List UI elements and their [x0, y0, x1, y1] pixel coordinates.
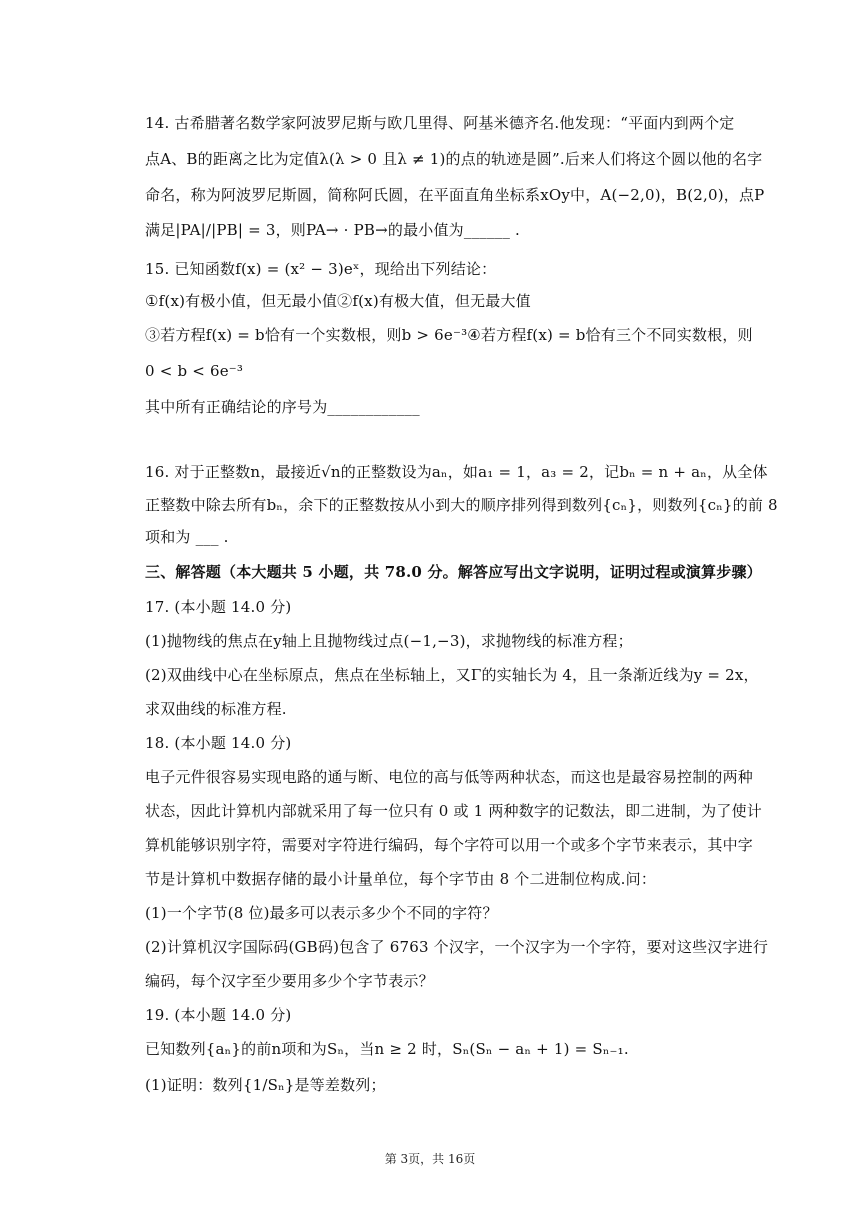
q18-body-1: 电子元件很容易实现电路的通与断、电位的高与低等两种状态，而这也是最容易控制的两种: [145, 768, 754, 786]
q17-header: 17. (本小题 14.0 分): [145, 598, 292, 616]
q17-part-1: (1)抛物线的焦点在y轴上且抛物线过点(−1,−3)，求抛物线的标准方程；: [145, 632, 633, 650]
q18-body-4: 节是计算机中数据存储的最小计量单位，每个字节由 8 个二进制位构成.问：: [145, 870, 657, 888]
q18-part-1: (1)一个字节(8 位)最多可以表示多少个不同的字符？: [145, 904, 498, 922]
q16-line-1: 16. 对于正整数n，最接近√n的正整数设为aₙ，如a₁ = 1，a₃ = 2，记bₙ = n + aₙ，从全体: [145, 463, 768, 481]
q19-header: 19. (本小题 14.0 分): [145, 1006, 292, 1024]
q15-line-5: 其中所有正确结论的序号为____________: [145, 398, 420, 416]
q15-line-4: 0 < b < 6e⁻³: [145, 362, 244, 380]
q15-line-3: ③若方程f(x) = b恰有一个实数根，则b > 6e⁻³④若方程f(x) = b恰有三个不同实数根，则: [145, 326, 753, 344]
q17-part-2-cont: 求双曲线的标准方程.: [145, 700, 287, 718]
q17-part-2: (2)双曲线中心在坐标原点，焦点在坐标轴上，又Γ的实轴长为 4，且一条渐近线为y = 2x，: [145, 666, 759, 684]
page-footer: 第 3页，共 16页: [384, 1152, 476, 1166]
q18-part-2: (2)计算机汉字国际码(GB码)包含了 6763 个汉字，一个汉字为一个字符，要对这些汉字进行: [145, 938, 769, 956]
q18-header: 18. (本小题 14.0 分): [145, 734, 292, 752]
q19-part-1: (1)证明：数列{1/Sₙ}是等差数列；: [145, 1076, 386, 1094]
q16-line-2: 正整数中除去所有bₙ，余下的正整数按从小到大的顺序排列得到数列{cₙ}，则数列{cₙ}的前 8: [145, 496, 778, 514]
q14-line-1: 14. 古希腊著名数学家阿波罗尼斯与欧几里得、阿基米德齐名.他发现：“平面内到两个定: [145, 114, 735, 132]
q14-line-3: 命名，称为阿波罗尼斯圆，简称阿氏圆，在平面直角坐标系xOy中，A(−2,0)，B(2,0)，点P: [145, 186, 765, 204]
q19-body: 已知数列{aₙ}的前n项和为Sₙ，当n ≥ 2 时，Sₙ(Sₙ − aₙ + 1) = Sₙ₋₁.: [145, 1040, 629, 1058]
q14-line-4: 满足|PA|/|PB| = 3，则PA→ · PB→的最小值为______ .: [145, 221, 521, 239]
q15-line-1: 15. 已知函数f(x) = (x² − 3)eˣ，现给出下列结论：: [145, 260, 497, 278]
q18-body-2: 状态，因此计算机内部就采用了每一位只有 0 或 1 两种数字的记数法，即二进制，为了使计: [145, 802, 762, 820]
q16-line-3: 项和为 ___ .: [145, 528, 229, 546]
q18-body-3: 算机能够识别字符，需要对字符进行编码，每个字符可以用一个或多个字节来表示，其中字: [145, 836, 754, 854]
q15-line-2: ①f(x)有极小值，但无最小值②f(x)有极大值，但无最大值: [145, 292, 531, 310]
q14-line-2: 点A、B的距离之比为定值λ(λ > 0 且λ ≠ 1)的点的轨迹是圆”.后来人们将这个圆以他的名字: [145, 150, 763, 168]
section-heading: 三、解答题（本大题共 5 小题，共 78.0 分。解答应写出文字说明，证明过程或演算步骤）: [145, 563, 762, 581]
q18-part-2-cont: 编码，每个汉字至少要用多少个字节表示？: [145, 972, 434, 990]
